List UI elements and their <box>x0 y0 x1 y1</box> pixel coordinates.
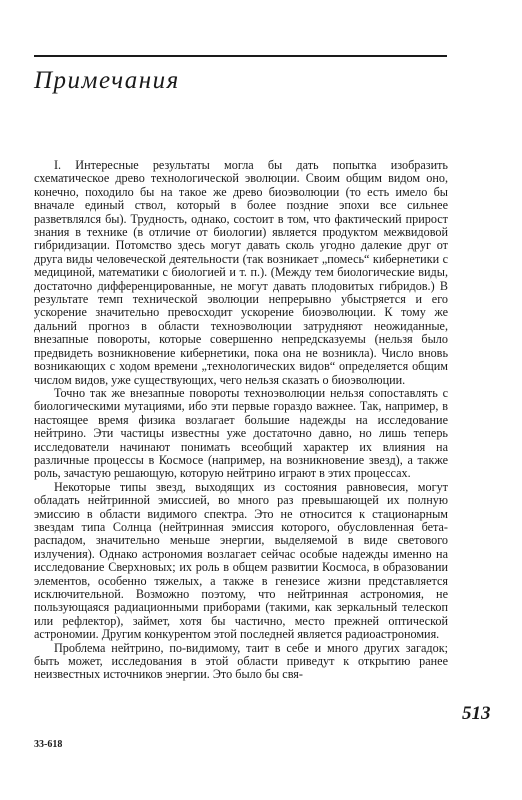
paragraph: Проблема нейтрино, по-видимому, таит в себе и много других загадок; быть может, исследования в этой области приведут к открытию ранее неизвестных источников энергии. Это было бы свя- <box>34 640 448 682</box>
paragraph: Некоторые типы звезд, выходящих из состояния равновесия, могут обладать нейтринной эмиссией, во много раз превышающей их полную эмиссию в области видимого спектра. Это не относится к стационарным звездам типа Солнца (нейтринная эмиссия которого, обусловленная бета-распадом, значительно меньше энергии, выделяемой в виде светового излучения). Однако астрономия возлагает сейчас особые надежды именно на исследование Сверхновых; их роль в общем развитии Космоса, в образовании элементов, особенно тяжелых, а также в генезисе жизни представляется исключительной. Возможно поэтому, что нейтринная астрономия, не пользующаяся радиационными приборами (такими, как зеркальный телескоп или рефлектор), займет, хотя бы частично, место прежней оптической астрономии. Другим конкурентом этой последней является радиоастрономия. <box>34 479 448 642</box>
paragraph: I. Интересные результаты могла бы дать попытка изобразить схематическое древо технологической эволюции. Своим общим видом оно, конечно, походило бы на такое же древо биоэволюции (то есть имело бы вначале единый ствол, который в более поздние эпохи все сильнее разветвлялся бы). Трудность, однако, состоит в том, что фактический прирост знания в технике (в отличие от биологии) является продуктом межвидовой гибридизации. Потомство здесь могут давать сколь угодно далекие друг от друга виды человеческой деятельности (так возникает „помесь“ кибернетики с медициной, математики с биологией и т. п.). (Между тем биологические виды, достаточно дифференцированные, не могут давать плодовитых гибридов.) В результате темп технической эволюции непрерывно убыстряется и его ускорение значительно превосходит ускорение биоэволюции. К тому же дальний прогноз в области техноэволюции затрудняют неожиданные, внезапные повороты, которые совершенно непредсказуемы (нельзя было предвидеть возникновение кибернетики, пока она не возникла). Число вновь возникающих с ходом времени „технологических видов“ определяется общим числом видов, уже существующих, чего нельзя сказать о биоэволюции. <box>34 158 448 387</box>
notes-body <box>34 159 448 682</box>
page-number: 513 <box>462 703 491 724</box>
top-rule <box>34 55 447 57</box>
printer-signature-mark: 33-618 <box>34 739 63 750</box>
paragraph: Точно так же внезапные повороты техноэволюции нельзя сопоставлять с биологическими мутациями, ибо эти первые гораздо важнее. Так, например, в настоящее время физика возлагает большие надежды на исследование нейтрино. Эти частицы известны уже достаточно давно, но лишь теперь исследователи начинают понимать всеобщий характер их влияния на различные процессы в Космосе (например, на возникновение звезд), а также роль, зачастую решающую, которую нейтрино играют в этих процессах. <box>34 385 448 481</box>
section-title: Примечания <box>34 67 180 94</box>
